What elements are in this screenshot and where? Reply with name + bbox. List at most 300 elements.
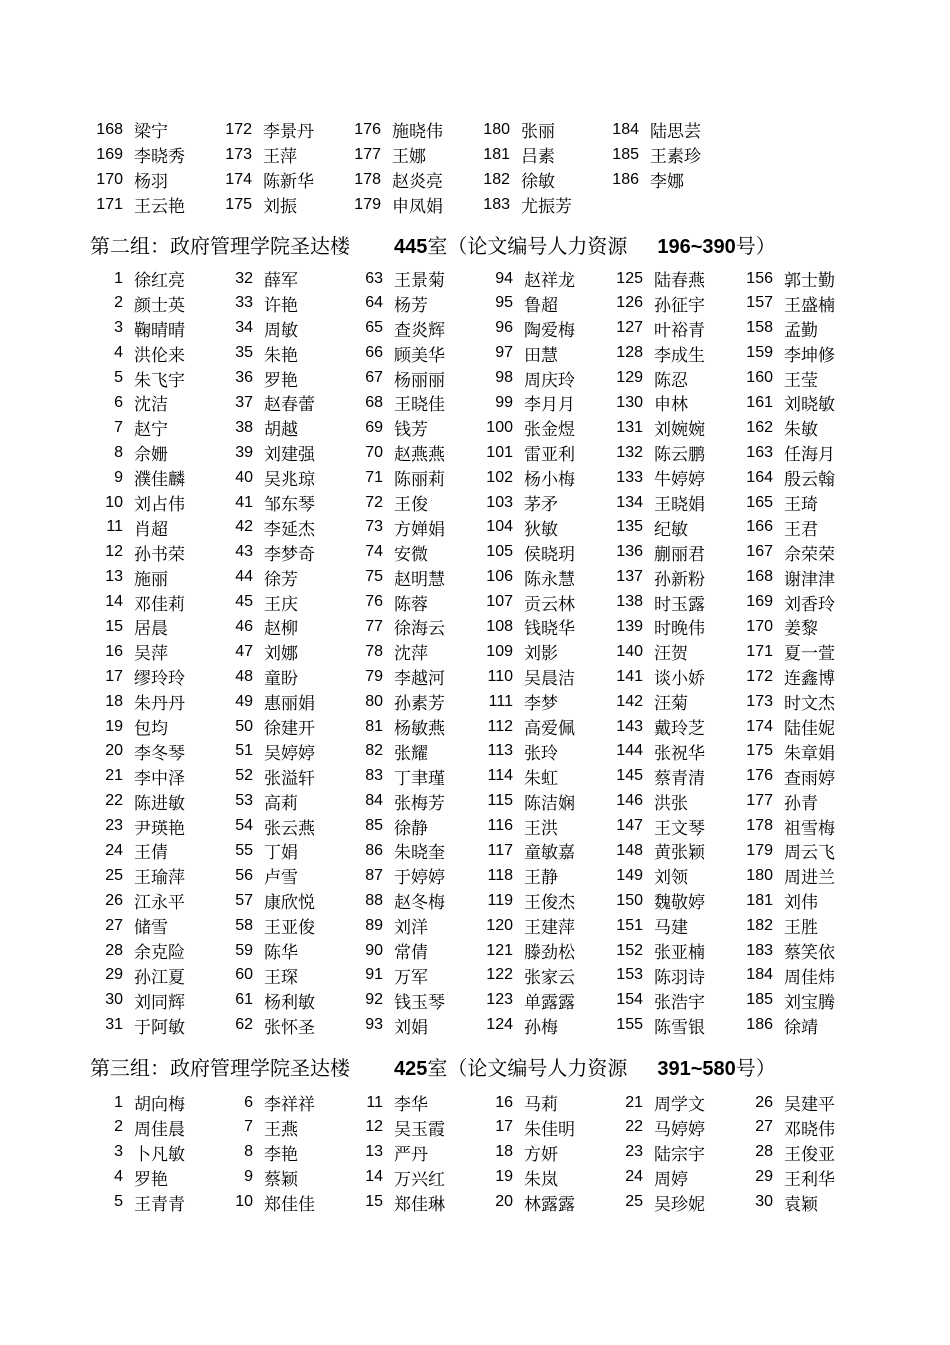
- entry-number: 168: [746, 568, 773, 586]
- entry-name: 王琛: [264, 967, 298, 988]
- list-item: [478, 341, 608, 366]
- group2-range: 196~390: [657, 236, 736, 258]
- list-item: [478, 838, 608, 863]
- entry-name: 余克险: [134, 943, 185, 964]
- entry-name: 陈忍: [654, 370, 688, 391]
- entry-number: 174: [225, 170, 252, 188]
- list-item: [738, 341, 868, 366]
- list-item: [348, 664, 478, 689]
- entry-number: 114: [487, 767, 513, 785]
- list-item: [88, 689, 218, 714]
- entry-name: 刘振: [263, 197, 297, 217]
- list-item: [348, 565, 478, 590]
- entry-name: 王琦: [784, 495, 818, 516]
- entry-name: 侯晓玥: [524, 544, 575, 565]
- list-item: [348, 639, 478, 664]
- list-item: [88, 739, 218, 764]
- entry-name: 徐靖: [784, 1017, 818, 1038]
- entry-name: 黄张颖: [654, 843, 705, 864]
- entry-name: 赵祥龙: [524, 271, 575, 291]
- entry-name: 徐敏: [521, 172, 555, 192]
- entry-name: 严丹: [394, 1144, 428, 1165]
- entry-name: 张云燕: [264, 818, 315, 839]
- entry-number: 38: [235, 418, 253, 436]
- entry-name: 丁聿瑾: [394, 768, 445, 789]
- entry-number: 179: [354, 195, 381, 213]
- entry-number: 125: [616, 269, 643, 287]
- entry-name: 安微: [394, 544, 428, 565]
- entry-name: 顾美华: [394, 345, 445, 366]
- list-item: [348, 689, 478, 714]
- group2-heading: [90, 230, 776, 259]
- entry-number: 18: [495, 1143, 513, 1161]
- entry-number: 164: [746, 468, 773, 486]
- group3-range: 391~580: [657, 1058, 736, 1080]
- entry-number: 136: [616, 543, 643, 561]
- list-item: [738, 540, 868, 565]
- entry-name: 刘洋: [394, 918, 428, 939]
- entry-name: 童敏嘉: [524, 843, 575, 864]
- entry-name: 汪菊: [654, 694, 688, 715]
- entry-name: 刘领: [654, 868, 688, 889]
- entry-number: 17: [495, 1118, 513, 1136]
- entry-number: 104: [486, 518, 513, 536]
- entry-number: 11: [106, 518, 123, 536]
- list-item: [608, 764, 738, 789]
- entry-number: 182: [483, 170, 510, 188]
- list-item: [738, 664, 868, 689]
- list-item: [218, 1165, 348, 1190]
- list-item: [348, 1115, 478, 1140]
- entry-name: 吴珍妮: [654, 1194, 705, 1215]
- entry-number: 88: [365, 891, 383, 909]
- list-item: [346, 117, 475, 142]
- list-item: [88, 291, 218, 316]
- entry-number: 9: [114, 468, 123, 486]
- entry-number: 86: [365, 841, 383, 859]
- entry-name: 杨丽丽: [394, 370, 445, 391]
- entry-number: 112: [487, 717, 513, 735]
- list-item: [608, 316, 738, 341]
- entry-number: 143: [616, 717, 643, 735]
- list-item: [88, 988, 218, 1013]
- entry-name: 贡云林: [524, 594, 575, 615]
- list-item: [478, 1165, 608, 1190]
- entry-name: 万军: [394, 967, 428, 988]
- entry-number: 174: [746, 717, 773, 735]
- list-item: [608, 689, 738, 714]
- entry-number: 185: [746, 991, 773, 1009]
- entry-number: 175: [225, 195, 252, 213]
- entry-number: 126: [616, 294, 643, 312]
- list-item: [88, 590, 218, 615]
- entry-number: 48: [235, 667, 253, 685]
- entry-number: 22: [105, 792, 123, 810]
- list-item: [348, 838, 478, 863]
- list-item: [608, 938, 738, 963]
- entry-name: 周佳晨: [134, 1119, 185, 1140]
- entry-name: 李坤修: [784, 345, 835, 366]
- entry-name: 周进兰: [784, 868, 835, 889]
- entry-number: 24: [625, 1168, 643, 1186]
- group2-title-a: 第二组：政府管理学院圣达楼: [90, 234, 350, 258]
- list-item: [218, 1140, 348, 1165]
- entry-name: 徐海云: [394, 619, 445, 640]
- entry-name: 李艳: [264, 1144, 298, 1165]
- entry-name: 王俊杰: [524, 893, 575, 914]
- entry-name: 谈小娇: [654, 669, 705, 690]
- list-item: [478, 913, 608, 938]
- entry-name: 许艳: [264, 295, 298, 316]
- entry-name: 陈羽诗: [654, 967, 705, 988]
- list-item: [608, 515, 738, 540]
- list-item: [346, 167, 475, 192]
- list-item: [218, 341, 348, 366]
- entry-number: 121: [486, 941, 513, 959]
- list-item: [478, 614, 608, 639]
- entry-name: 吴玉霞: [394, 1119, 445, 1140]
- entry-name: 江永平: [134, 893, 185, 914]
- list-item: [88, 316, 218, 341]
- top-continuation-list: [88, 117, 733, 217]
- entry-number: 71: [365, 468, 383, 486]
- entry-name: 纪敏: [654, 519, 688, 540]
- list-item: [608, 664, 738, 689]
- list-item: [475, 192, 604, 217]
- entry-name: 朱敏: [784, 420, 818, 441]
- entry-number: 35: [235, 344, 253, 362]
- entry-name: 郭士勤: [784, 271, 835, 291]
- list-item: [88, 814, 218, 839]
- list-item: [738, 316, 868, 341]
- entry-number: 109: [486, 642, 513, 660]
- entry-number: 110: [487, 667, 513, 685]
- entry-number: 92: [365, 991, 383, 1009]
- entry-number: 15: [105, 617, 123, 635]
- entry-number: 122: [486, 966, 513, 984]
- entry-name: 李景丹: [263, 122, 314, 142]
- entry-name: 孙新粉: [654, 569, 705, 590]
- list-item: [738, 415, 868, 440]
- entry-name: 尹瑛艳: [134, 818, 185, 839]
- entry-number: 74: [365, 543, 383, 561]
- entry-number: 87: [365, 866, 383, 884]
- list-item: [88, 913, 218, 938]
- list-item: [738, 291, 868, 316]
- entry-number: 67: [365, 369, 383, 387]
- entry-number: 115: [487, 792, 513, 810]
- entry-name: 孙江夏: [134, 967, 185, 988]
- entry-number: 41: [235, 493, 253, 511]
- entry-name: 刘娟: [394, 1017, 428, 1038]
- entry-number: 11: [366, 1093, 383, 1111]
- entry-number: 15: [365, 1193, 383, 1211]
- entry-number: 55: [235, 841, 253, 859]
- entry-number: 111: [488, 692, 513, 710]
- list-item: [608, 888, 738, 913]
- entry-number: 97: [495, 344, 513, 362]
- list-item: [478, 963, 608, 988]
- entry-number: 8: [244, 1143, 253, 1161]
- entry-name: 王青青: [134, 1194, 185, 1215]
- list-item: [738, 714, 868, 739]
- entry-number: 54: [235, 817, 253, 835]
- entry-number: 98: [495, 369, 513, 387]
- list-item: [88, 888, 218, 913]
- list-item: [604, 167, 733, 192]
- entry-name: 茅矛: [524, 495, 558, 516]
- entry-number: 147: [616, 817, 643, 835]
- entry-number: 64: [365, 294, 383, 312]
- entry-number: 184: [612, 120, 639, 138]
- entry-number: 176: [354, 120, 381, 138]
- entry-number: 103: [486, 493, 513, 511]
- entry-number: 2: [114, 1118, 123, 1136]
- list-item: [88, 440, 218, 465]
- entry-number: 81: [365, 717, 383, 735]
- entry-name: 邓晓伟: [784, 1119, 835, 1140]
- list-item: [604, 142, 733, 167]
- list-item: [348, 938, 478, 963]
- entry-name: 尤振芳: [521, 197, 572, 217]
- list-item: [738, 988, 868, 1013]
- list-item: [348, 390, 478, 415]
- entry-number: 10: [235, 1193, 253, 1211]
- entry-number: 138: [616, 593, 643, 611]
- entry-number: 173: [225, 145, 252, 163]
- list-item: [88, 1165, 218, 1190]
- list-item: [88, 938, 218, 963]
- entry-name: 邓佳莉: [134, 594, 185, 615]
- entry-number: 80: [365, 692, 383, 710]
- entry-number: 134: [616, 493, 643, 511]
- list-item: [608, 714, 738, 739]
- list-item: [88, 1115, 218, 1140]
- list-item: [608, 1013, 738, 1038]
- list-item: [348, 963, 478, 988]
- list-item: [608, 440, 738, 465]
- list-item: [738, 814, 868, 839]
- entry-name: 时玉露: [654, 594, 705, 615]
- list-item: [738, 1090, 868, 1115]
- entry-number: 124: [486, 1016, 513, 1034]
- group3-list: [88, 1090, 868, 1214]
- entry-name: 徐静: [394, 818, 428, 839]
- list-item: [348, 739, 478, 764]
- list-item: [348, 913, 478, 938]
- entry-number: 165: [746, 493, 773, 511]
- entry-number: 154: [616, 991, 643, 1009]
- list-item: [88, 764, 218, 789]
- entry-name: 马莉: [524, 1095, 558, 1115]
- entry-name: 查炎辉: [394, 320, 445, 341]
- entry-number: 169: [746, 593, 773, 611]
- list-item: [348, 614, 478, 639]
- entry-name: 王晓佳: [394, 395, 445, 416]
- entry-name: 施丽: [134, 569, 168, 590]
- entry-number: 14: [365, 1168, 383, 1186]
- entry-number: 20: [105, 742, 123, 760]
- entry-name: 蒯丽君: [654, 544, 705, 565]
- list-item: [348, 341, 478, 366]
- list-item: [738, 465, 868, 490]
- list-item: [218, 888, 348, 913]
- list-item: [738, 863, 868, 888]
- list-item: [88, 515, 218, 540]
- entry-number: 28: [755, 1143, 773, 1161]
- list-item: [738, 1165, 868, 1190]
- entry-name: 刘宝腾: [784, 992, 835, 1013]
- entry-name: 赵炎亮: [392, 172, 443, 192]
- entry-name: 徐芳: [264, 569, 298, 590]
- list-item: [608, 266, 738, 291]
- entry-name: 周学文: [654, 1095, 705, 1115]
- list-item: [218, 540, 348, 565]
- entry-number: 108: [486, 617, 513, 635]
- entry-name: 沈萍: [394, 644, 428, 665]
- list-item: [217, 167, 346, 192]
- list-item: [478, 714, 608, 739]
- list-item: [608, 863, 738, 888]
- entry-number: 26: [755, 1093, 773, 1111]
- entry-number: 113: [487, 742, 513, 760]
- entry-number: 72: [365, 493, 383, 511]
- entry-number: 16: [105, 642, 123, 660]
- list-item: [218, 1115, 348, 1140]
- entry-number: 18: [105, 692, 123, 710]
- list-item: [348, 540, 478, 565]
- entry-number: 119: [487, 891, 513, 909]
- list-item: [608, 614, 738, 639]
- list-item: [608, 390, 738, 415]
- list-item: [88, 266, 218, 291]
- entry-name: 鞠晴晴: [134, 320, 185, 341]
- list-item: [478, 490, 608, 515]
- entry-name: 王萍: [263, 147, 297, 167]
- list-item: [218, 614, 348, 639]
- entry-name: 朱岚: [524, 1169, 558, 1190]
- entry-name: 申凤娟: [392, 197, 443, 217]
- entry-name: 张亚楠: [654, 943, 705, 964]
- entry-number: 79: [365, 667, 383, 685]
- entry-name: 施晓伟: [392, 122, 443, 142]
- entry-name: 赵柳: [264, 619, 298, 640]
- entry-name: 王瑜萍: [134, 868, 185, 889]
- entry-number: 75: [365, 568, 383, 586]
- entry-number: 173: [746, 692, 773, 710]
- list-item: [608, 490, 738, 515]
- entry-number: 157: [746, 294, 773, 312]
- entry-number: 4: [114, 344, 123, 362]
- entry-name: 孙征宇: [654, 295, 705, 316]
- list-item: [738, 490, 868, 515]
- list-item: [478, 540, 608, 565]
- entry-name: 吴萍: [134, 644, 168, 665]
- entry-name: 王燕: [264, 1119, 298, 1140]
- list-item: [217, 192, 346, 217]
- entry-number: 53: [235, 792, 253, 810]
- entry-name: 缪玲玲: [134, 669, 185, 690]
- entry-number: 175: [746, 742, 773, 760]
- entry-number: 186: [612, 170, 639, 188]
- list-item: [217, 142, 346, 167]
- entry-name: 王娜: [392, 147, 426, 167]
- entry-number: 158: [746, 319, 773, 337]
- list-item: [738, 390, 868, 415]
- list-item: [478, 1115, 608, 1140]
- entry-name: 汪贺: [654, 644, 688, 665]
- entry-name: 颜士英: [134, 295, 185, 316]
- list-item: [218, 639, 348, 664]
- list-item: [608, 1090, 738, 1115]
- list-item: [738, 1013, 868, 1038]
- entry-number: 76: [365, 593, 383, 611]
- list-item: [608, 814, 738, 839]
- entry-name: 王俊: [394, 495, 428, 516]
- list-item: [478, 366, 608, 391]
- entry-number: 152: [616, 941, 643, 959]
- entry-number: 170: [746, 617, 773, 635]
- entry-name: 王建萍: [524, 918, 575, 939]
- entry-number: 185: [612, 145, 639, 163]
- entry-name: 杨羽: [134, 172, 168, 192]
- list-item: [608, 1115, 738, 1140]
- entry-name: 张祝华: [654, 743, 705, 764]
- entry-name: 滕劲松: [524, 943, 575, 964]
- list-item: [475, 142, 604, 167]
- entry-number: 84: [365, 792, 383, 810]
- entry-number: 77: [365, 617, 383, 635]
- entry-name: 李祥祥: [264, 1095, 315, 1115]
- entry-name: 孙梅: [524, 1017, 558, 1038]
- entry-number: 139: [616, 617, 643, 635]
- entry-name: 邹东琴: [264, 495, 315, 516]
- entry-number: 27: [105, 916, 123, 934]
- list-item: [348, 291, 478, 316]
- entry-name: 居晨: [134, 619, 168, 640]
- list-item: [608, 465, 738, 490]
- entry-number: 51: [235, 742, 253, 760]
- entry-number: 148: [616, 841, 643, 859]
- entry-name: 孙书荣: [134, 544, 185, 565]
- entry-name: 王君: [784, 519, 818, 540]
- list-item: [608, 565, 738, 590]
- entry-number: 170: [96, 170, 123, 188]
- entry-number: 21: [625, 1093, 643, 1111]
- list-item: [348, 789, 478, 814]
- entry-name: 惠丽娟: [264, 694, 315, 715]
- entry-number: 90: [365, 941, 383, 959]
- entry-number: 16: [495, 1093, 513, 1111]
- group3-title-c: 号）: [735, 1056, 776, 1080]
- list-item: [88, 789, 218, 814]
- list-item: [88, 341, 218, 366]
- entry-number: 3: [114, 1143, 123, 1161]
- list-item: [88, 714, 218, 739]
- entry-number: 30: [755, 1193, 773, 1211]
- entry-number: 61: [235, 991, 253, 1009]
- list-item: [88, 465, 218, 490]
- list-item: [604, 192, 733, 217]
- entry-number: 12: [105, 543, 123, 561]
- list-item: [218, 739, 348, 764]
- entry-number: 149: [616, 866, 643, 884]
- list-item: [738, 789, 868, 814]
- entry-number: 29: [105, 966, 123, 984]
- entry-number: 182: [746, 916, 773, 934]
- entry-name: 童盼: [264, 669, 298, 690]
- entry-name: 时晚伟: [654, 619, 705, 640]
